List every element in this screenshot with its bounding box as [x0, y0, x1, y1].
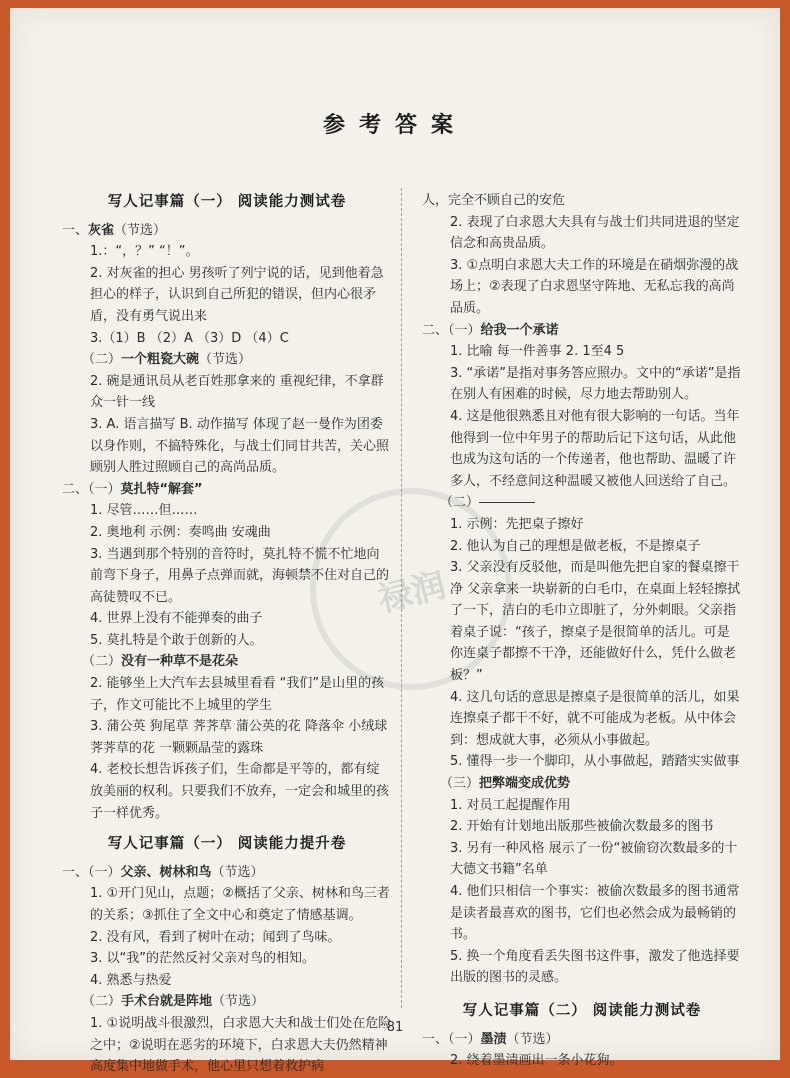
answer-line: 1. ①开门见山，点题；②概括了父亲、树林和鸟三者的关系；③抓住了全文中心和奠定了情感基调。 — [90, 886, 390, 923]
answer-line: 4. 熟悉与热爱 — [90, 972, 172, 988]
answer-line: 人，完全不顾自己的安危 — [422, 193, 566, 208]
page-number: 81 — [386, 1020, 404, 1035]
part-heading: 二、（一）给我一个承诺 — [422, 322, 559, 338]
answer-line: 2. 能够坐上大汽车去县城里看看 “我们”是山里的孩子，作文可能比不上城里的学生 — [90, 676, 385, 713]
answer-line: 2. 他认为自己的理想是做老板，不是擦桌子 — [450, 538, 701, 554]
part-heading: （二）一个粗瓷大碗（节选） — [82, 352, 252, 368]
document-page — [10, 8, 780, 1075]
page-title: 参考答案 — [322, 112, 467, 138]
answer-line: 3. 当遇到那个特别的音符时，莫扎特不慌不忙地向前弯下身子，用鼻子点弹而就，海顿禁不住对自己的高徒赞叹不已。 — [90, 546, 390, 605]
part-heading: （三）把弊端变成优势 — [440, 776, 571, 792]
answer-line: 4. 世界上没有不能弹奏的曲子 — [90, 611, 263, 627]
answer-line: 1. 示例：先把桌子擦好 — [450, 516, 584, 532]
answer-line: 5. 懂得一步一个脚印，从小事做起，踏踏实实做事 — [450, 754, 740, 770]
part-heading: 一、（一）父亲、树林和鸟（节选） — [62, 864, 264, 880]
answer-line: 1. ①说明战斗很激烈，白求恩大夫和战士们处在危险之中；②说明在恶劣的环境下，白求恩大夫仍然精神高度集中地做手术，他心里只想着救护病 — [90, 1015, 392, 1075]
answer-line: 1. 比喻 每一件善事 2. 1至4 5 — [450, 344, 625, 360]
part-heading: 二、（一）莫扎特“解套” — [62, 481, 203, 497]
answer-line: 2. 碗是通讯员从老百姓那拿来的 重视纪律，不拿群众一针一线 — [90, 373, 384, 411]
answer-line: 3. 父亲没有反驳他，而是叫他先把自家的餐桌擦干净 父亲拿来一块崭新的白毛巾，在桌面上轻轻擦拭了一下，洁白的毛巾立即脏了，分外刺眼。父亲指着桌子说：“孩子，擦桌子是很简单的活儿。可是你连桌子都擦不干净，还能做好什么，凭什么做老板？” — [450, 560, 741, 684]
answer-line: 5. 换一个角度看丢失图书这件事，激发了他选择要出版的图书的灵感。 — [450, 948, 740, 986]
section-heading: 写人记事篇（一） 阅读能力测试卷 — [107, 194, 347, 210]
answer-line: 3.（1）B （2）A （3）D （4）C — [90, 330, 289, 346]
answer-line: 5. 莫扎特是个敢于创新的人。 — [90, 632, 263, 648]
answer-line: 2. 表现了白求恩大夫具有与战士们共同进退的坚定信念和高贵品质。 — [450, 214, 740, 252]
left-column — [62, 190, 392, 1078]
answer-line: 3. ①点明白求恩大夫工作的环境是在硝烟弥漫的战场上；②表现了白求恩坚守阵地、无私忘我的高尚品质。 — [450, 257, 739, 316]
part-heading: （二） — [422, 492, 742, 514]
part-heading: 一、（一）墨渍（节选） — [422, 1031, 559, 1047]
watermark-stamp: 禄润 — [289, 467, 534, 712]
right-column — [422, 190, 742, 1072]
blank-line — [479, 502, 535, 503]
section-heading: 写人记事篇（二） 阅读能力测试卷 — [462, 1002, 702, 1019]
answer-line: 1. 尽管……但…… — [90, 503, 198, 519]
answer-line: 3. 以“我”的茫然反衬父亲对鸟的相知。 — [90, 951, 316, 967]
part-heading: 一、灰雀（节选） — [62, 222, 167, 238]
answer-line: 3. 蒲公英 狗尾草 荠荠草 蒲公英的花 降落伞 小绒球 荠荠草的花 一颗颗晶莹的露珠 — [90, 719, 388, 756]
part-heading: （二）手术台就是阵地（节选） — [82, 994, 265, 1010]
answer-line: 2. 对灰雀的担心 男孩听了列宁说的话，见到他着急担心的样子，认识到自己所犯的错误，但内心很矛盾，没有勇气说出来 — [90, 265, 384, 324]
part-heading: （二）没有一种草不是花朵 — [82, 654, 239, 670]
answer-line: 1.：“，？” “！”。 — [90, 244, 199, 260]
answer-line: 4. 这是他很熟悉且对他有很大影响的一句话。当年他得到一位中年男子的帮助后记下这句话，从此他也成为这句话的一个传递者，他也帮助、温暖了许多人，不经意间这种温暖又被他人回送给了自己。 — [450, 408, 740, 489]
answer-line: 4. 这几句话的意思是擦桌子是很简单的活儿，如果连擦桌子都干不好，就不可能成为老板。从中体会到：想成就大事，必须从小事做起。 — [450, 689, 740, 748]
column-divider — [401, 188, 402, 1008]
answer-line: 2. 奥地利 示例：奏鸣曲 安魂曲 — [90, 524, 271, 540]
answer-line: 1. 对员工起提醒作用 — [450, 797, 571, 813]
answer-line: 2. 绕着墨渍画出一条小花狗。 — [450, 1053, 623, 1069]
answer-line: 3. “承诺”是指对事务答应照办。文中的“承诺”是指在别人有困难的时候，尽力地去帮助别人。 — [450, 365, 741, 403]
answer-line: 3. A. 语言描写 B. 动作描写 体现了赵一曼作为团委以身作则，不搞特殊化，与战士们同甘共苦，关心照顾别人胜过照顾自己的高尚品质。 — [90, 416, 390, 476]
answer-line: 4. 他们只相信一个事实：被偷次数最多的图书通常是读者最喜欢的图书，它们也必然会成为最畅销的书。 — [450, 884, 740, 943]
answer-line: 2. 没有风，看到了树叶在动；闻到了鸟味。 — [90, 929, 341, 945]
answer-line: 3. 另有一种风格 展示了一份“被偷窃次数最多的十大德文书籍”名单 — [450, 840, 738, 878]
section-heading: 写人记事篇（一） 阅读能力提升卷 — [107, 836, 347, 853]
answer-line: 2. 开始有计划地出版那些被偷次数最多的图书 — [450, 819, 714, 835]
answer-line: 4. 老校长想告诉孩子们，生命都是平等的，都有绽放美丽的权利。只要我们不放弃，一定会和城里的孩子一样优秀。 — [90, 762, 390, 821]
